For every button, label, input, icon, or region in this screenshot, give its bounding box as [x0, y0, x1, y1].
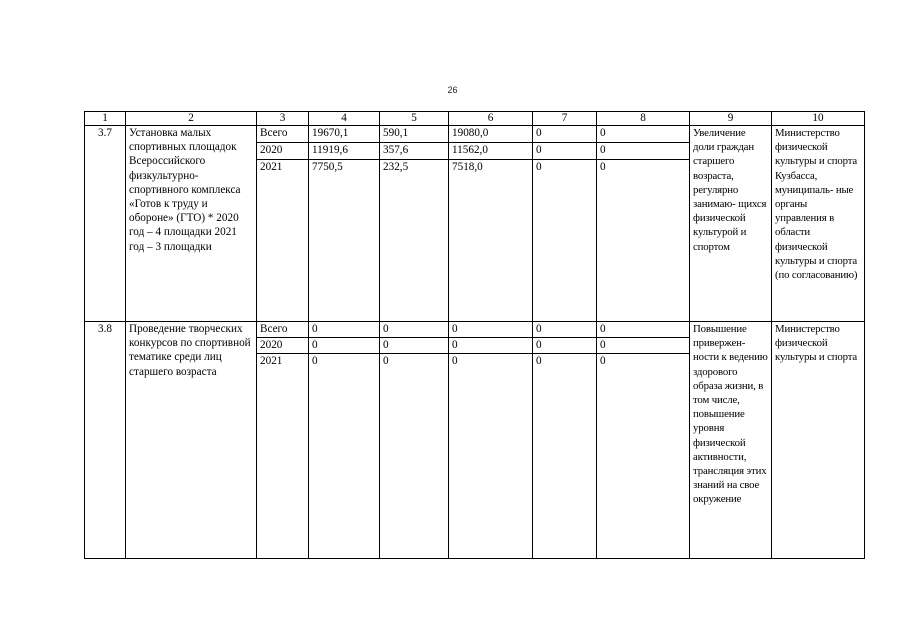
value-cell: 0: [380, 354, 449, 559]
value-cell: 0: [597, 322, 690, 338]
period-cell: 2021: [257, 354, 309, 559]
value-cell: 0: [309, 338, 380, 354]
activity-title: Проведение творческих конкурсов по спортивной тематике среди лиц старшего возраста: [126, 322, 257, 559]
period-cell: 2020: [257, 143, 309, 160]
header-col-8: 8: [597, 112, 690, 126]
value-cell: 11919,6: [309, 143, 380, 160]
value-cell: 357,6: [380, 143, 449, 160]
table-row: [85, 126, 865, 143]
header-col-7: 7: [533, 112, 597, 126]
responsible-party: Министерство физической культуры и спорта: [772, 322, 865, 559]
value-cell: 0: [380, 322, 449, 338]
header-col-3: 3: [257, 112, 309, 126]
table-row: [85, 322, 865, 338]
value-cell: 0: [449, 338, 533, 354]
header-row: [85, 112, 865, 126]
value-cell: 0: [533, 338, 597, 354]
value-cell: 0: [597, 143, 690, 160]
value-cell: 0: [597, 126, 690, 143]
value-cell: 0: [533, 143, 597, 160]
value-cell: 0: [380, 338, 449, 354]
value-cell: 0: [449, 354, 533, 559]
period-cell: 2020: [257, 338, 309, 354]
value-cell: 19670,1: [309, 126, 380, 143]
header-col-6: 6: [449, 112, 533, 126]
value-cell: 11562,0: [449, 143, 533, 160]
period-cell: 2021: [257, 160, 309, 322]
program-table: [84, 111, 865, 559]
header-col-10: 10: [772, 112, 865, 126]
header-col-1: 1: [85, 112, 126, 126]
row-index: 3.8: [85, 322, 126, 559]
value-cell: 0: [449, 322, 533, 338]
header-col-9: 9: [690, 112, 772, 126]
page-number: 26: [447, 85, 458, 95]
value-cell: 0: [533, 354, 597, 559]
header-col-2: 2: [126, 112, 257, 126]
value-cell: 0: [309, 322, 380, 338]
header-col-5: 5: [380, 112, 449, 126]
responsible-party: Министерство физической культуры и спорта Кузбасса, муниципаль- ные органы управления в области физической культуры и спорта (по согласованию): [772, 126, 865, 322]
value-cell: 19080,0: [449, 126, 533, 143]
value-cell: 0: [533, 322, 597, 338]
value-cell: 0: [597, 354, 690, 559]
value-cell: 0: [597, 160, 690, 322]
value-cell: 0: [533, 126, 597, 143]
value-cell: 0: [533, 160, 597, 322]
row-index: 3.7: [85, 126, 126, 322]
expected-result: Увеличение доли граждан старшего возраста, регулярно занимаю- щихся физической культурой и спортом: [690, 126, 772, 322]
value-cell: 7750,5: [309, 160, 380, 322]
value-cell: 0: [597, 338, 690, 354]
value-cell: 232,5: [380, 160, 449, 322]
expected-result: Повышение привержен- ности к ведению здорового образа жизни, в том числе, повышение уровня физической активности, трансляция этих знаний на свое окружение: [690, 322, 772, 559]
value-cell: 7518,0: [449, 160, 533, 322]
header-col-4: 4: [309, 112, 380, 126]
period-cell: Всего: [257, 126, 309, 143]
value-cell: 0: [309, 354, 380, 559]
period-cell: Всего: [257, 322, 309, 338]
value-cell: 590,1: [380, 126, 449, 143]
activity-title: Установка малых спортивных площадок Всероссийского физкультурно- спортивного комплекса «Готов к труду и обороне» (ГТО) * 2020 год – 4 площадки 2021 год – 3 площадки: [126, 126, 257, 322]
